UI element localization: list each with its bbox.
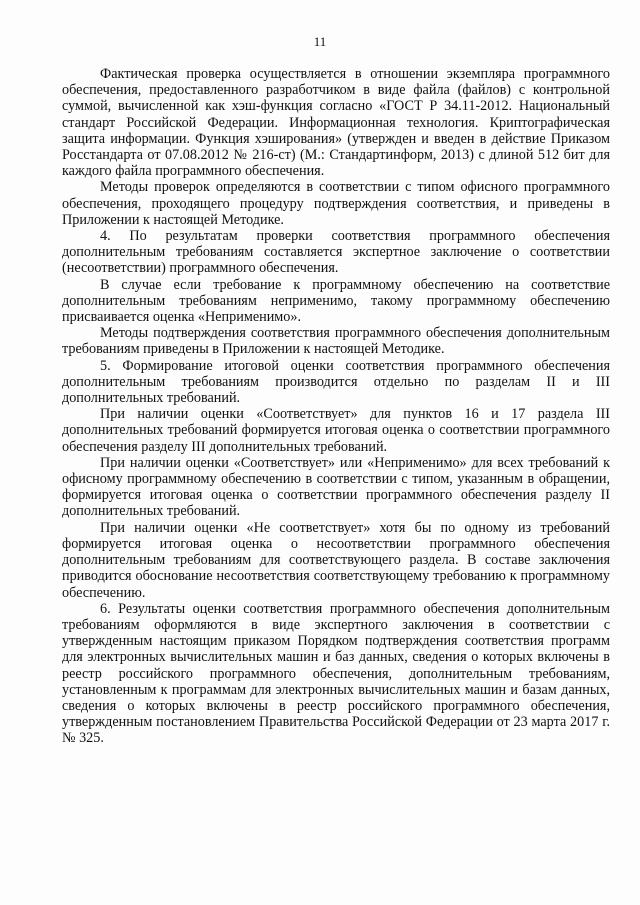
paragraph-section-3-rating: При наличии оценки «Соответствует» для пунктов 16 и 17 раздела III дополнительных требований формируется итоговая оценка о соответствии программного обеспечения разделу III дополнительных требований. — [62, 406, 610, 455]
paragraph-section-2-rating: При наличии оценки «Соответствует» или «Неприменимо» для всех требований к офисному программному обеспечению в соответствии с типом, указанным в обращении, формируется итоговая оценка о соответствии программного обеспечения разделу II дополнительных требований. — [62, 454, 610, 520]
paragraph-item-4: 4. По результатам проверки соответствия программного обеспечения дополнительным требованиям составляется экспертное заключение о соответствии (несоответствии) программного обеспечения. — [62, 228, 610, 277]
paragraph-hash-check: Фактическая проверка осуществляется в отношении экземпляра программного обеспечения, предоставленного разработчиком в виде файла (файлов) с контрольной суммой, вычисленной как хэш-функция согласно «ГОСТ Р 34.11-2012. Национальный стандарт Российской Федерации. Информационная технология. Криптографическая защита информации. Функция хэширования» (утвержден и введен в действие Приказом Росстандарта от 07.08.2012 № 216-ст) (М.: Стандартинформ, 2013) с длиной 512 бит для каждого файла программного обеспечения. — [62, 66, 610, 180]
paragraph-item-5: 5. Формирование итоговой оценки соответствия программного обеспечения дополнительным требованиям производится отдельно по разделам II и III дополнительных требований. — [62, 357, 610, 407]
paragraph-nonconformity: При наличии оценки «Не соответствует» хотя бы по одному из требований формируется итоговая оценка о несоответствии программного обеспечения дополнительным требованиям для соответствующего раздела. В составе заключения приводится обоснование несоответствия соответствующему требованию к программному обеспечению. — [62, 519, 610, 601]
page-number: 11 — [313, 34, 327, 49]
paragraph-confirmation-methods: Методы подтверждения соответствия программного обеспечения дополнительным требованиям приведены в Приложении к настоящей Методике. — [62, 325, 610, 358]
paragraph-item-6: 6. Результаты оценки соответствия программного обеспечения дополнительным требованиям оформляются в виде экспертного заключения в соответствии с утвержденным настоящим приказом Порядком подтверждения соответствия программ для электронных вычислительных машин и баз данных, сведения о которых включены в реестр российского программного обеспечения, дополнительным требованиям, установленным к программам для электронных вычислительных машин и базам данных, сведения о которых включены в реестр российского программного обеспечения, утвержденным постановлением Правительства Российской Федерации от 23 марта 2017 г. № 325. — [62, 600, 610, 747]
document-body — [62, 66, 610, 747]
paragraph-not-applicable: В случае если требование к программному обеспечению на соответствие дополнительным требованиям неприменимо, такому программному обеспечению присваивается оценка «Неприменимо». — [62, 276, 610, 326]
paragraph-check-methods: Методы проверок определяются в соответствии с типом офисного программного обеспечения, проходящего процедуру подтверждения соответствия, и приведены в Приложении к настоящей Методике. — [62, 179, 610, 228]
